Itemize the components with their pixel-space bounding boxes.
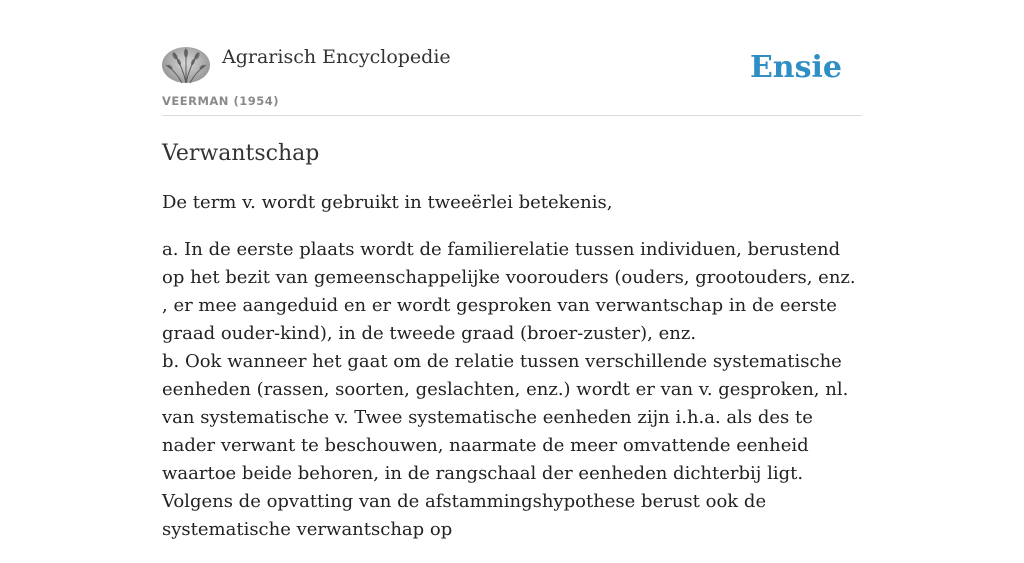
page-title: Verwantschap bbox=[162, 141, 320, 166]
source-author-year: VEERMAN (1954) bbox=[162, 94, 279, 108]
article bbox=[162, 138, 862, 563]
brand-logo-link[interactable]: Ensie bbox=[749, 50, 842, 85]
source-header bbox=[162, 40, 862, 116]
article-paragraph: a. In de eerste plaats wordt de familierelatie tussen individuen, berustend op het bezit van gemeenschappelijke voorouders (ouders, grootouders, enz. , er mee aangeduid en er wordt gesproken van verwantschap in de eerste graad ouder-kind), in de tweede graad (broer-zuster), enz. b. Ook wanneer het gaat om de relatie tussen verschillende systematische eenheden (rassen, soorten, geslachten, enz.) wordt er van v. gesproken, nl. van systematische v. Twee systematische eenheden zijn i.h.a. als des te nader verwant te beschouwen, naarmate de meer omvattende eenheid waartoe beide behoren, in de rangschaal der eenheden dichterbij ligt. Volgens de opvatting van de afstammingshypothese berust ook de systematische verwantschap op bbox=[162, 239, 856, 540]
wheat-engraving-icon bbox=[162, 47, 210, 83]
article-body bbox=[162, 189, 862, 544]
article-intro: De term v. wordt gebruikt in tweeërlei betekenis, bbox=[162, 192, 613, 213]
source-title[interactable]: Agrarisch Encyclopedie bbox=[222, 46, 451, 68]
